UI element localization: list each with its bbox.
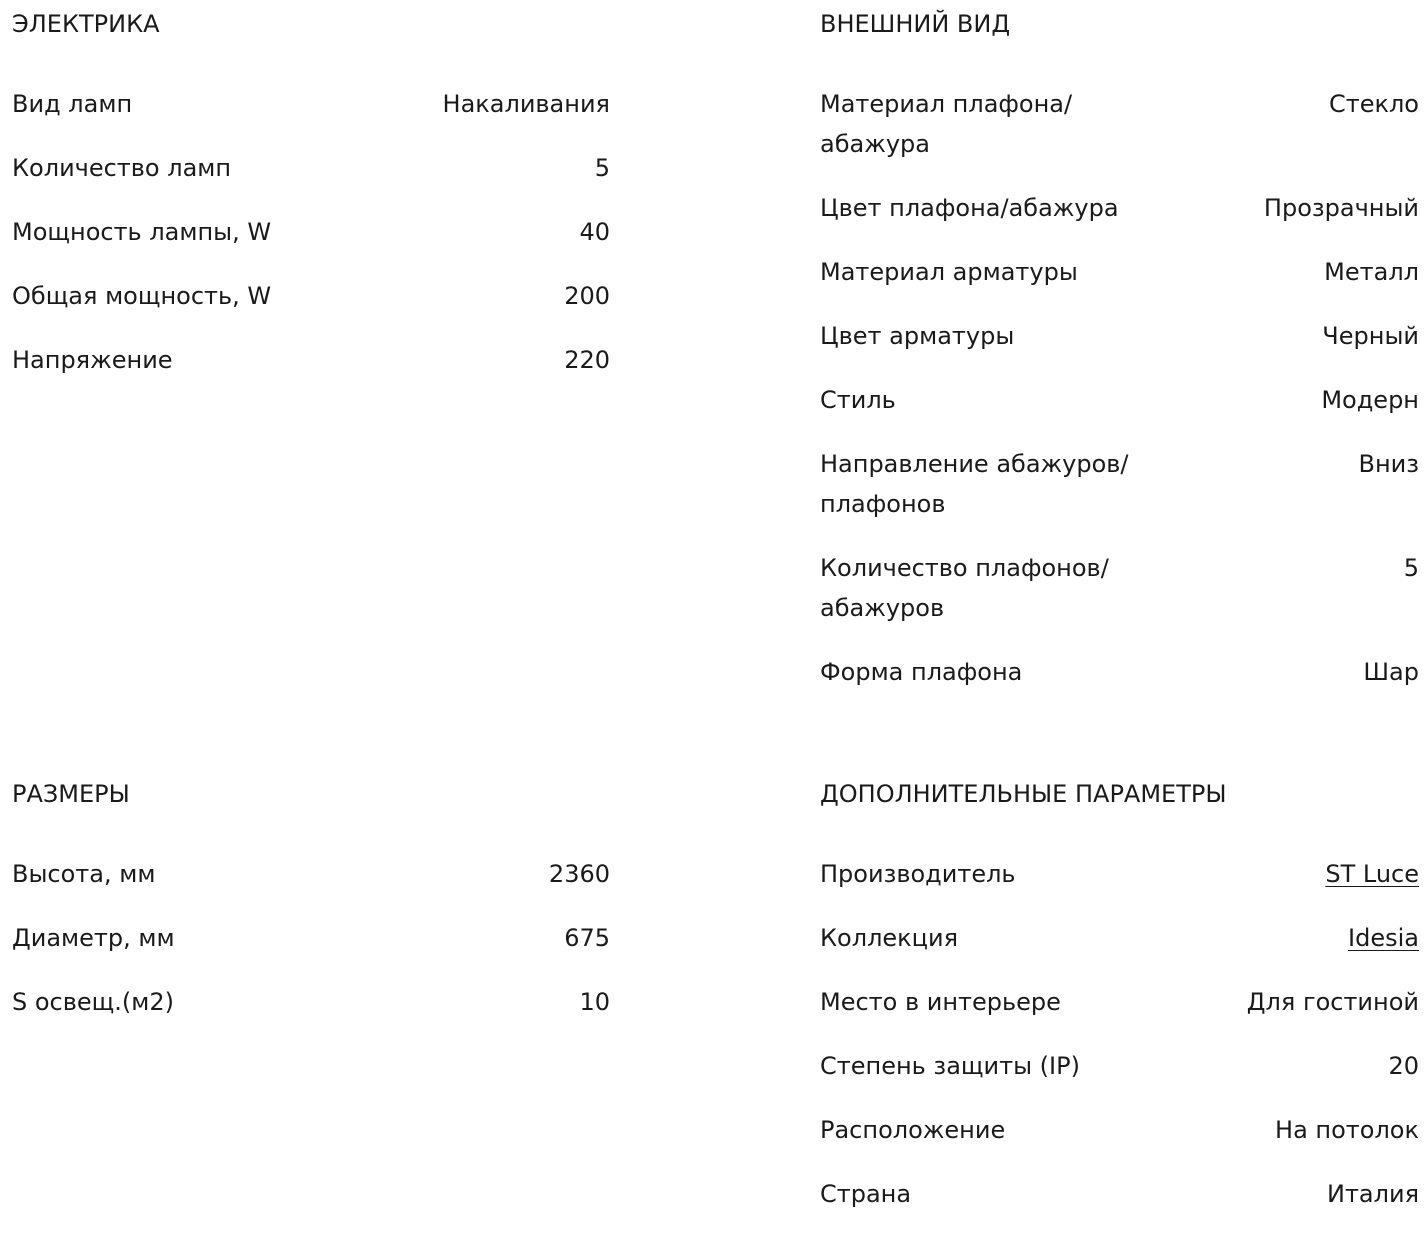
spec-row-shade-count bbox=[820, 548, 1419, 628]
spec-row-shade-direction bbox=[820, 444, 1419, 524]
spec-row-frame-color bbox=[820, 316, 1419, 356]
spec-label: Высота, мм bbox=[12, 860, 156, 888]
spec-value: Италия bbox=[1326, 1180, 1419, 1208]
section-appearance bbox=[820, 4, 1419, 716]
spec-value: Модерн bbox=[1321, 386, 1419, 414]
spec-label: Количество ламп bbox=[12, 154, 232, 182]
spec-row-shade-material bbox=[820, 84, 1419, 164]
spec-value: Вниз bbox=[1358, 450, 1419, 478]
spec-label: Мощность лампы, W bbox=[12, 218, 272, 246]
spec-list-appearance bbox=[820, 84, 1419, 692]
collection-link[interactable]: Idesia bbox=[1348, 924, 1419, 952]
spec-row-lamp-power bbox=[12, 212, 610, 252]
section-title-appearance: ВНЕШНИЙ ВИД bbox=[820, 10, 1011, 38]
spec-value: 675 bbox=[564, 924, 610, 952]
spec-list-additional bbox=[820, 854, 1419, 1214]
spec-row-lamp-count bbox=[12, 148, 610, 188]
spec-label: Общая мощность, W bbox=[12, 282, 272, 310]
spec-value: Накаливания bbox=[442, 90, 610, 118]
spec-row-manufacturer bbox=[820, 854, 1419, 894]
spec-row-frame-material bbox=[820, 252, 1419, 292]
spec-value: На потолок bbox=[1275, 1116, 1419, 1144]
spec-label: Степень защиты (IP) bbox=[820, 1052, 1080, 1080]
spec-value: Черный bbox=[1322, 322, 1419, 350]
spec-row-ip-rating bbox=[820, 1046, 1419, 1086]
spec-label: Напряжение bbox=[12, 346, 173, 374]
spec-row-total-power bbox=[12, 276, 610, 316]
spec-label: Форма плафона bbox=[820, 658, 1023, 686]
spec-value: 20 bbox=[1388, 1052, 1419, 1080]
spec-row-collection bbox=[820, 918, 1419, 958]
spec-value: 200 bbox=[564, 282, 610, 310]
spec-label: Стиль bbox=[820, 386, 896, 414]
section-title-electric: ЭЛЕКТРИКА bbox=[12, 10, 160, 38]
spec-label: Диаметр, мм bbox=[12, 924, 175, 952]
spec-label: Страна bbox=[820, 1180, 912, 1208]
spec-list-electric bbox=[12, 84, 610, 380]
spec-value: 40 bbox=[579, 218, 610, 246]
spec-value: Металл bbox=[1324, 258, 1419, 286]
section-dimensions bbox=[12, 774, 610, 1046]
spec-value: 2360 bbox=[548, 860, 610, 888]
spec-label: Цвет плафона/абажура bbox=[820, 194, 1119, 222]
spec-row-room bbox=[820, 982, 1419, 1022]
spec-label: Вид ламп bbox=[12, 90, 133, 118]
spec-value: Прозрачный bbox=[1263, 194, 1419, 222]
spec-row-lit-area bbox=[12, 982, 610, 1022]
spec-label: Количество плафонов/ абажуров bbox=[820, 554, 1109, 622]
spec-label: Коллекция bbox=[820, 924, 959, 952]
spec-label: Материал плафона/абажура bbox=[820, 90, 1073, 158]
spec-value: 5 bbox=[594, 154, 610, 182]
spec-row-country bbox=[820, 1174, 1419, 1214]
spec-row-shade-color bbox=[820, 188, 1419, 228]
spec-list-dimensions bbox=[12, 854, 610, 1022]
spec-label: Материал арматуры bbox=[820, 258, 1078, 286]
spec-label: Направление абажуров/ плафонов bbox=[820, 450, 1129, 518]
spec-row-height bbox=[12, 854, 610, 894]
manufacturer-link[interactable]: ST Luce bbox=[1325, 860, 1419, 888]
spec-value: 5 bbox=[1403, 554, 1419, 582]
spec-row-lamp-type bbox=[12, 84, 610, 124]
spec-label: Производитель bbox=[820, 860, 1016, 888]
spec-value: 10 bbox=[579, 988, 610, 1016]
section-additional bbox=[820, 774, 1419, 1238]
section-electric bbox=[12, 4, 610, 404]
spec-row-shade-shape bbox=[820, 652, 1419, 692]
spec-label: Место в интерьере bbox=[820, 988, 1061, 1016]
spec-row-style bbox=[820, 380, 1419, 420]
spec-row-mounting bbox=[820, 1110, 1419, 1150]
spec-row-diameter bbox=[12, 918, 610, 958]
spec-value: Стекло bbox=[1328, 90, 1419, 118]
spec-label: Расположение bbox=[820, 1116, 1006, 1144]
section-title-dimensions: РАЗМЕРЫ bbox=[12, 780, 130, 808]
spec-label: S освещ.(м2) bbox=[12, 988, 174, 1016]
spec-value: 220 bbox=[564, 346, 610, 374]
spec-label: Цвет арматуры bbox=[820, 322, 1015, 350]
spec-value: Шар bbox=[1363, 658, 1419, 686]
section-title-additional: ДОПОЛНИТЕЛЬНЫЕ ПАРАМЕТРЫ bbox=[820, 780, 1227, 808]
spec-value: Для гостиной bbox=[1246, 988, 1419, 1016]
spec-row-voltage bbox=[12, 340, 610, 380]
